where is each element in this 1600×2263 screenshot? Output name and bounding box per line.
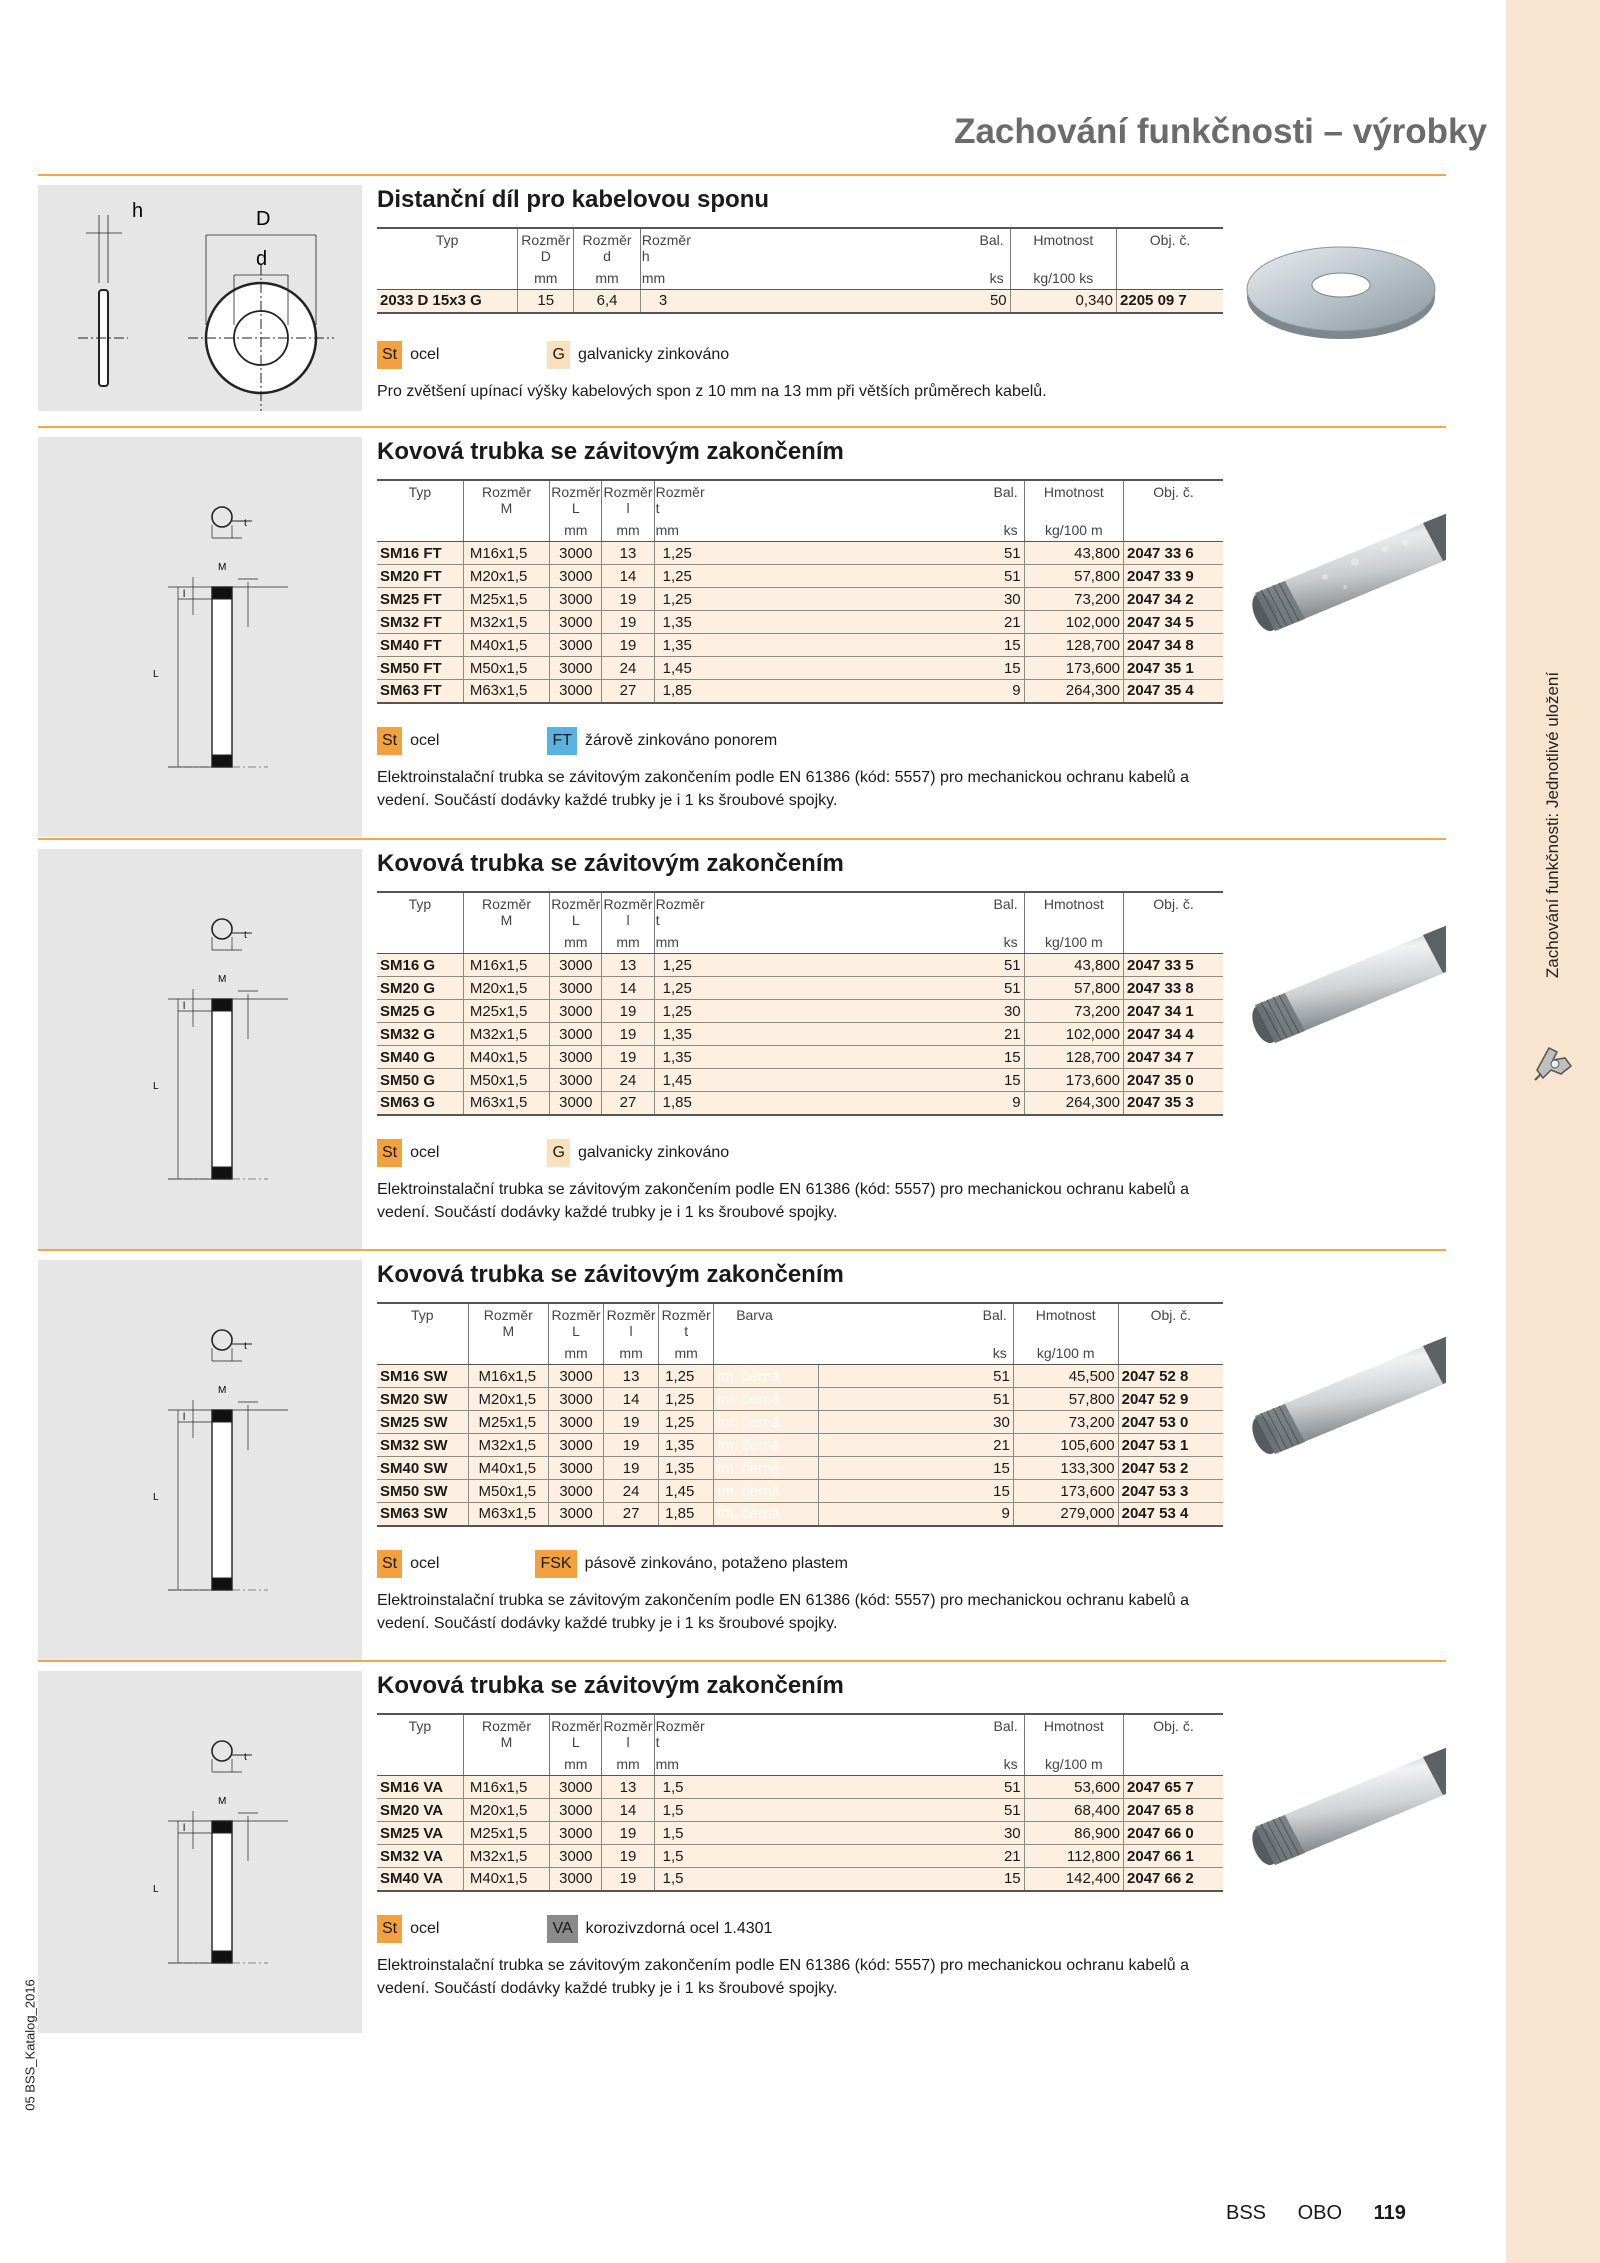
order-number: 2047 66 0 xyxy=(1124,1822,1223,1845)
tube-photo xyxy=(1235,1260,1446,1660)
catalog-id: 05 BSS_Katalog_2016 xyxy=(22,1979,38,2111)
finish-tag: G xyxy=(547,341,569,369)
unit-ks: ks xyxy=(707,266,1010,290)
table-row: SM32 VA M32x1,5 3000 19 1,5 21 112,800 2047 66 1 xyxy=(377,1845,1223,1868)
section-title: Kovová trubka se závitovým zakončením xyxy=(377,438,844,465)
table-row: SM16 G M16x1,5 3000 13 1,25 51 43,800 2047 33 5 xyxy=(377,954,1223,977)
page-footer xyxy=(1226,2202,1406,2225)
table-row: SM25 VA M25x1,5 3000 19 1,5 30 86,900 2047 66 0 xyxy=(377,1822,1223,1845)
table-row: SM20 SW M20x1,5 3000 14 1,25 tm. černá 51 57,800 2047 52 9 xyxy=(377,1388,1223,1411)
table-row: SM16 VA M16x1,5 3000 13 1,5 51 53,600 2047 65 7 xyxy=(377,1776,1223,1799)
section-note: Pro zvětšení upínací výšky kabelových spon z 10 mm na 13 mm při větších průměrech kabelů. xyxy=(377,383,1047,400)
color-cell: tm. černá xyxy=(714,1480,819,1503)
table-row: SM50 SW M50x1,5 3000 24 1,45 tm. černá 15 173,600 2047 53 3 xyxy=(377,1480,1223,1503)
col-hmotnost: Hmotnost xyxy=(1024,480,1123,518)
unit-mm: mm xyxy=(654,518,706,542)
tube-drawing xyxy=(38,437,362,837)
col-dim-l: Rozměr l xyxy=(604,1303,659,1341)
dim-h-label: h xyxy=(132,200,144,222)
col-dim-M: Rozměr M xyxy=(463,1714,549,1752)
section-rule xyxy=(38,1249,1446,1251)
col-dim-L: Rozměr L xyxy=(550,480,602,518)
col-obj: Obj. č. xyxy=(1153,1718,1194,1734)
unit-mm: mm xyxy=(640,266,707,290)
section-description: Elektroinstalační trubka se závitovým zakončením podle EN 61386 (kód: 5557) pro mechanickou ochranu kabelů a vedení. Součástí dodávky každé trubky je i 1 ks šroubové spojky. xyxy=(377,1592,1190,1632)
col-dim-L: Rozměr L xyxy=(549,1303,604,1341)
col-obj: Obj. č. xyxy=(1150,1307,1192,1323)
section-rule xyxy=(38,174,1446,176)
order-number: 2047 53 0 xyxy=(1118,1411,1223,1434)
col-bal: Bal. xyxy=(706,892,1024,930)
order-number: 2047 35 1 xyxy=(1124,657,1223,680)
spec-table xyxy=(377,891,1223,1116)
unit-mm: mm xyxy=(654,1752,706,1776)
finish-tag: FSK xyxy=(535,1550,576,1578)
table-row: SM16 SW M16x1,5 3000 13 1,25 tm. černá 51 45,500 2047 52 8 xyxy=(377,1365,1223,1388)
col-dim-L: Rozměr L xyxy=(550,892,602,930)
col-obj: Obj. č. xyxy=(1149,232,1191,248)
material-legend: St ocel FT žárově zinkováno ponorem xyxy=(377,727,777,755)
section-title: Kovová trubka se závitovým zakončením xyxy=(377,1672,844,1699)
col-typ: Typ xyxy=(377,1303,468,1341)
unit-mm: mm xyxy=(518,266,574,290)
footer-brand-obo: OBO xyxy=(1297,2202,1343,2224)
section-title: Distanční díl pro kabelovou sponu xyxy=(377,186,770,213)
table-row: SM32 FT M32x1,5 3000 19 1,35 21 102,000 2047 34 5 xyxy=(377,611,1223,634)
col-dim-D: Rozměr D xyxy=(518,228,574,266)
dim-L-label: L xyxy=(153,1884,159,1895)
unit-mm: mm xyxy=(550,518,602,542)
section-rule xyxy=(38,1660,1446,1662)
side-tab xyxy=(1506,0,1600,2263)
finish-tag: G xyxy=(547,1139,569,1167)
tube-drawing xyxy=(38,849,362,1249)
finish-tag: VA xyxy=(547,1915,577,1943)
col-barva: Barva xyxy=(736,1307,773,1323)
order-number: 2047 65 7 xyxy=(1124,1776,1223,1799)
steel-tag: St xyxy=(377,1550,402,1578)
unit-mm: mm xyxy=(550,1752,602,1776)
col-typ: Typ xyxy=(377,228,518,266)
color-cell: tm. černá xyxy=(714,1365,819,1388)
dim-l-label: l xyxy=(183,1001,186,1012)
order-number: 2047 53 1 xyxy=(1118,1434,1223,1457)
tube-photo xyxy=(1235,1671,1446,2033)
col-typ: Typ xyxy=(377,892,463,930)
section-description: Elektroinstalační trubka se závitovým zakončením podle EN 61386 (kód: 5557) pro mechanickou ochranu kabelů a vedení. Součástí dodávky každé trubky je i 1 ks šroubové spojky. xyxy=(377,769,1190,809)
section-description: Elektroinstalační trubka se závitovým zakončením podle EN 61386 (kód: 5557) pro mechanickou ochranu kabelů a vedení. Součástí dodávky každé trubky je i 1 ks šroubové spojky. xyxy=(377,1181,1190,1221)
col-dim-t: Rozměr t xyxy=(655,896,705,928)
table-row: SM25 G M25x1,5 3000 19 1,25 30 73,200 2047 34 1 xyxy=(377,1000,1223,1023)
material-legend: St ocel G galvanicky zinkováno xyxy=(377,1139,729,1167)
order-number: 2047 53 2 xyxy=(1118,1457,1223,1480)
section-description: Elektroinstalační trubka se závitovým zakončením podle EN 61386 (kód: 5557) pro mechanickou ochranu kabelů a vedení. Součástí dodávky každé trubky je i 1 ks šroubové spojky. xyxy=(377,1957,1190,1997)
col-dim-l: Rozměr l xyxy=(602,1714,654,1752)
unit-mm: mm xyxy=(602,518,654,542)
table-row: SM25 FT M25x1,5 3000 19 1,25 30 73,200 2047 34 2 xyxy=(377,588,1223,611)
table-row: SM63 G M63x1,5 3000 27 1,85 9 264,300 2047 35 3 xyxy=(377,1092,1223,1115)
order-number: 2047 33 9 xyxy=(1124,565,1223,588)
col-hmotnost: Hmotnost xyxy=(1024,1714,1123,1752)
col-dim-h: Rozměr h xyxy=(641,232,691,264)
spec-table xyxy=(377,227,1223,314)
material-legend: St ocel G galvanicky zinkováno xyxy=(377,341,729,369)
order-number: 2047 35 3 xyxy=(1124,1092,1223,1115)
unit-mm: mm xyxy=(574,266,641,290)
order-number: 2047 66 2 xyxy=(1124,1868,1223,1891)
unit-ks: ks xyxy=(819,1341,1014,1365)
unit-ks: ks xyxy=(706,1752,1024,1776)
order-number: 2047 53 4 xyxy=(1118,1503,1223,1526)
order-number: 2047 52 8 xyxy=(1118,1365,1223,1388)
dim-l-label: l xyxy=(183,1823,186,1834)
dim-l-label: l xyxy=(183,1412,186,1423)
col-dim-t: Rozměr t xyxy=(655,1718,705,1750)
order-number: 2047 34 5 xyxy=(1124,611,1223,634)
color-cell: tm. černá xyxy=(714,1434,819,1457)
table-row: SM16 FT M16x1,5 3000 13 1,25 51 43,800 2047 33 6 xyxy=(377,542,1223,565)
table-row: SM40 FT M40x1,5 3000 19 1,35 15 128,700 2047 34 8 xyxy=(377,634,1223,657)
table-row: SM40 G M40x1,5 3000 19 1,35 15 128,700 2047 34 7 xyxy=(377,1046,1223,1069)
table-row: SM20 G M20x1,5 3000 14 1,25 51 57,800 2047 33 8 xyxy=(377,977,1223,1000)
spec-table xyxy=(377,1302,1223,1527)
steel-tag: St xyxy=(377,1915,402,1943)
unit-mm: mm xyxy=(549,1341,604,1365)
dim-l-label: l xyxy=(183,589,186,600)
unit-ks: ks xyxy=(706,930,1024,954)
col-obj: Obj. č. xyxy=(1153,484,1194,500)
col-bal: Bal. xyxy=(706,1714,1024,1752)
table-row: SM32 G M32x1,5 3000 19 1,35 21 102,000 2047 34 4 xyxy=(377,1023,1223,1046)
order-number: 2047 34 8 xyxy=(1124,634,1223,657)
col-dim-t: Rozměr t xyxy=(659,1303,714,1341)
table-row: SM50 FT M50x1,5 3000 24 1,45 15 173,600 2047 35 1 xyxy=(377,657,1223,680)
unit-kg100m: kg/100 m xyxy=(1024,930,1123,954)
order-number: 2047 35 0 xyxy=(1124,1069,1223,1092)
unit-ks: ks xyxy=(706,518,1024,542)
order-number: 2047 33 6 xyxy=(1124,542,1223,565)
color-cell: tm. černá xyxy=(714,1388,819,1411)
unit-mm: mm xyxy=(604,1341,659,1365)
spec-table xyxy=(377,1713,1223,1892)
color-cell: tm. černá xyxy=(714,1503,819,1526)
section-rule xyxy=(38,838,1446,840)
color-cell: tm. černá xyxy=(714,1411,819,1434)
order-number: 2047 53 3 xyxy=(1118,1480,1223,1503)
dim-M-label: M xyxy=(218,562,227,573)
steel-tag: St xyxy=(377,341,402,369)
col-dim-M: Rozměr M xyxy=(463,480,549,518)
dim-M-label: M xyxy=(218,1796,227,1807)
steel-tag: St xyxy=(377,1139,402,1167)
unit-mm: mm xyxy=(602,1752,654,1776)
footer-brand-bss: BSS xyxy=(1226,2202,1267,2224)
table-row: SM63 SW M63x1,5 3000 27 1,85 tm. černá 9 279,000 2047 53 4 xyxy=(377,1503,1223,1526)
dim-t-label: t xyxy=(244,1752,247,1763)
tube-drawing xyxy=(38,1671,362,2033)
table-row: SM32 SW M32x1,5 3000 19 1,35 tm. černá 21 105,600 2047 53 1 xyxy=(377,1434,1223,1457)
order-number: 2047 34 4 xyxy=(1124,1023,1223,1046)
section-rule xyxy=(38,426,1446,428)
dim-M-label: M xyxy=(218,1385,227,1396)
col-bal: Bal. xyxy=(819,1303,1014,1341)
order-number: 2047 35 4 xyxy=(1124,680,1223,703)
col-hmotnost: Hmotnost xyxy=(1013,1303,1118,1341)
cable-clamp-icon xyxy=(1531,1040,1577,1084)
dim-t-label: t xyxy=(244,1341,247,1352)
section-title: Kovová trubka se závitovým zakončením xyxy=(377,1261,844,1288)
col-obj: Obj. č. xyxy=(1153,896,1194,912)
order-number: 2047 34 7 xyxy=(1124,1046,1223,1069)
col-typ: Typ xyxy=(377,480,463,518)
col-dim-d: Rozměr d xyxy=(574,228,641,266)
spacer-drawing xyxy=(38,185,362,411)
unit-kg100m: kg/100 m xyxy=(1024,1752,1123,1776)
dim-M-label: M xyxy=(218,974,227,985)
col-dim-M: Rozměr M xyxy=(463,892,549,930)
tube-photo xyxy=(1235,849,1446,1249)
table-row: SM20 VA M20x1,5 3000 14 1,5 51 68,400 2047 65 8 xyxy=(377,1799,1223,1822)
col-hmotnost: Hmotnost xyxy=(1010,228,1116,266)
table-row: SM63 FT M63x1,5 3000 27 1,85 9 264,300 2047 35 4 xyxy=(377,680,1223,703)
unit-mm: mm xyxy=(550,930,602,954)
order-number: 2047 65 8 xyxy=(1124,1799,1223,1822)
page-number: 119 xyxy=(1373,2202,1406,2224)
dim-L-label: L xyxy=(153,669,159,680)
order-number: 2047 52 9 xyxy=(1118,1388,1223,1411)
section-title: Kovová trubka se závitovým zakončením xyxy=(377,850,844,877)
unit-mm: mm xyxy=(659,1341,714,1365)
col-dim-L: Rozměr L xyxy=(550,1714,602,1752)
order-number: 2047 34 2 xyxy=(1124,588,1223,611)
color-cell: tm. černá xyxy=(714,1457,819,1480)
order-number: 2047 66 1 xyxy=(1124,1845,1223,1868)
tube-photo xyxy=(1235,437,1446,837)
material-legend: St ocel FSK pásově zinkováno, potaženo plastem xyxy=(377,1550,848,1578)
dim-d-label: d xyxy=(256,248,268,270)
order-number: 2047 34 1 xyxy=(1124,1000,1223,1023)
table-row: SM25 SW M25x1,5 3000 19 1,25 tm. černá 30 73,200 2047 53 0 xyxy=(377,1411,1223,1434)
table-row: SM40 SW M40x1,5 3000 19 1,35 tm. černá 15 133,300 2047 53 2 xyxy=(377,1457,1223,1480)
dim-D-label: D xyxy=(256,208,271,230)
unit-kg100m: kg/100 m xyxy=(1013,1341,1118,1365)
col-bal: Bal. xyxy=(706,480,1024,518)
spacer-washer-photo xyxy=(1235,185,1446,411)
order-number: 2047 33 5 xyxy=(1124,954,1223,977)
unit-mm: mm xyxy=(654,930,706,954)
dim-L-label: L xyxy=(153,1081,159,1092)
dim-L-label: L xyxy=(153,1492,159,1503)
table-row: SM40 VA M40x1,5 3000 19 1,5 15 142,400 2047 66 2 xyxy=(377,1868,1223,1891)
tube-drawing xyxy=(38,1260,362,1660)
col-dim-t: Rozměr t xyxy=(655,484,705,516)
finish-tag: FT xyxy=(547,727,577,755)
col-dim-M: Rozměr M xyxy=(468,1303,548,1341)
material-legend: St ocel VA korozivzdorná ocel 1.4301 xyxy=(377,1915,772,1943)
order-number: 2047 33 8 xyxy=(1124,977,1223,1000)
col-dim-l: Rozměr l xyxy=(602,480,654,518)
col-bal: Bal. xyxy=(707,228,1010,266)
spec-table xyxy=(377,479,1223,704)
unit-kg100ks: kg/100 ks xyxy=(1010,266,1116,290)
steel-tag: St xyxy=(377,727,402,755)
dim-t-label: t xyxy=(244,930,247,941)
unit-mm: mm xyxy=(602,930,654,954)
table-row: SM50 G M50x1,5 3000 24 1,45 15 173,600 2047 35 0 xyxy=(377,1069,1223,1092)
col-typ: Typ xyxy=(377,1714,463,1752)
col-hmotnost: Hmotnost xyxy=(1024,892,1123,930)
col-dim-l: Rozměr l xyxy=(602,892,654,930)
table-row: 2033 D 15x3 G 15 6,4 3 50 0,340 2205 09 7 xyxy=(377,290,1223,313)
page-title: Zachování funkčnosti – výrobky xyxy=(954,112,1487,151)
dim-t-label: t xyxy=(244,518,247,529)
side-tab-label: Zachování funkčnosti: Jednotlivé uložení xyxy=(1543,671,1562,979)
unit-kg100m: kg/100 m xyxy=(1024,518,1123,542)
table-row: SM20 FT M20x1,5 3000 14 1,25 51 57,800 2047 33 9 xyxy=(377,565,1223,588)
